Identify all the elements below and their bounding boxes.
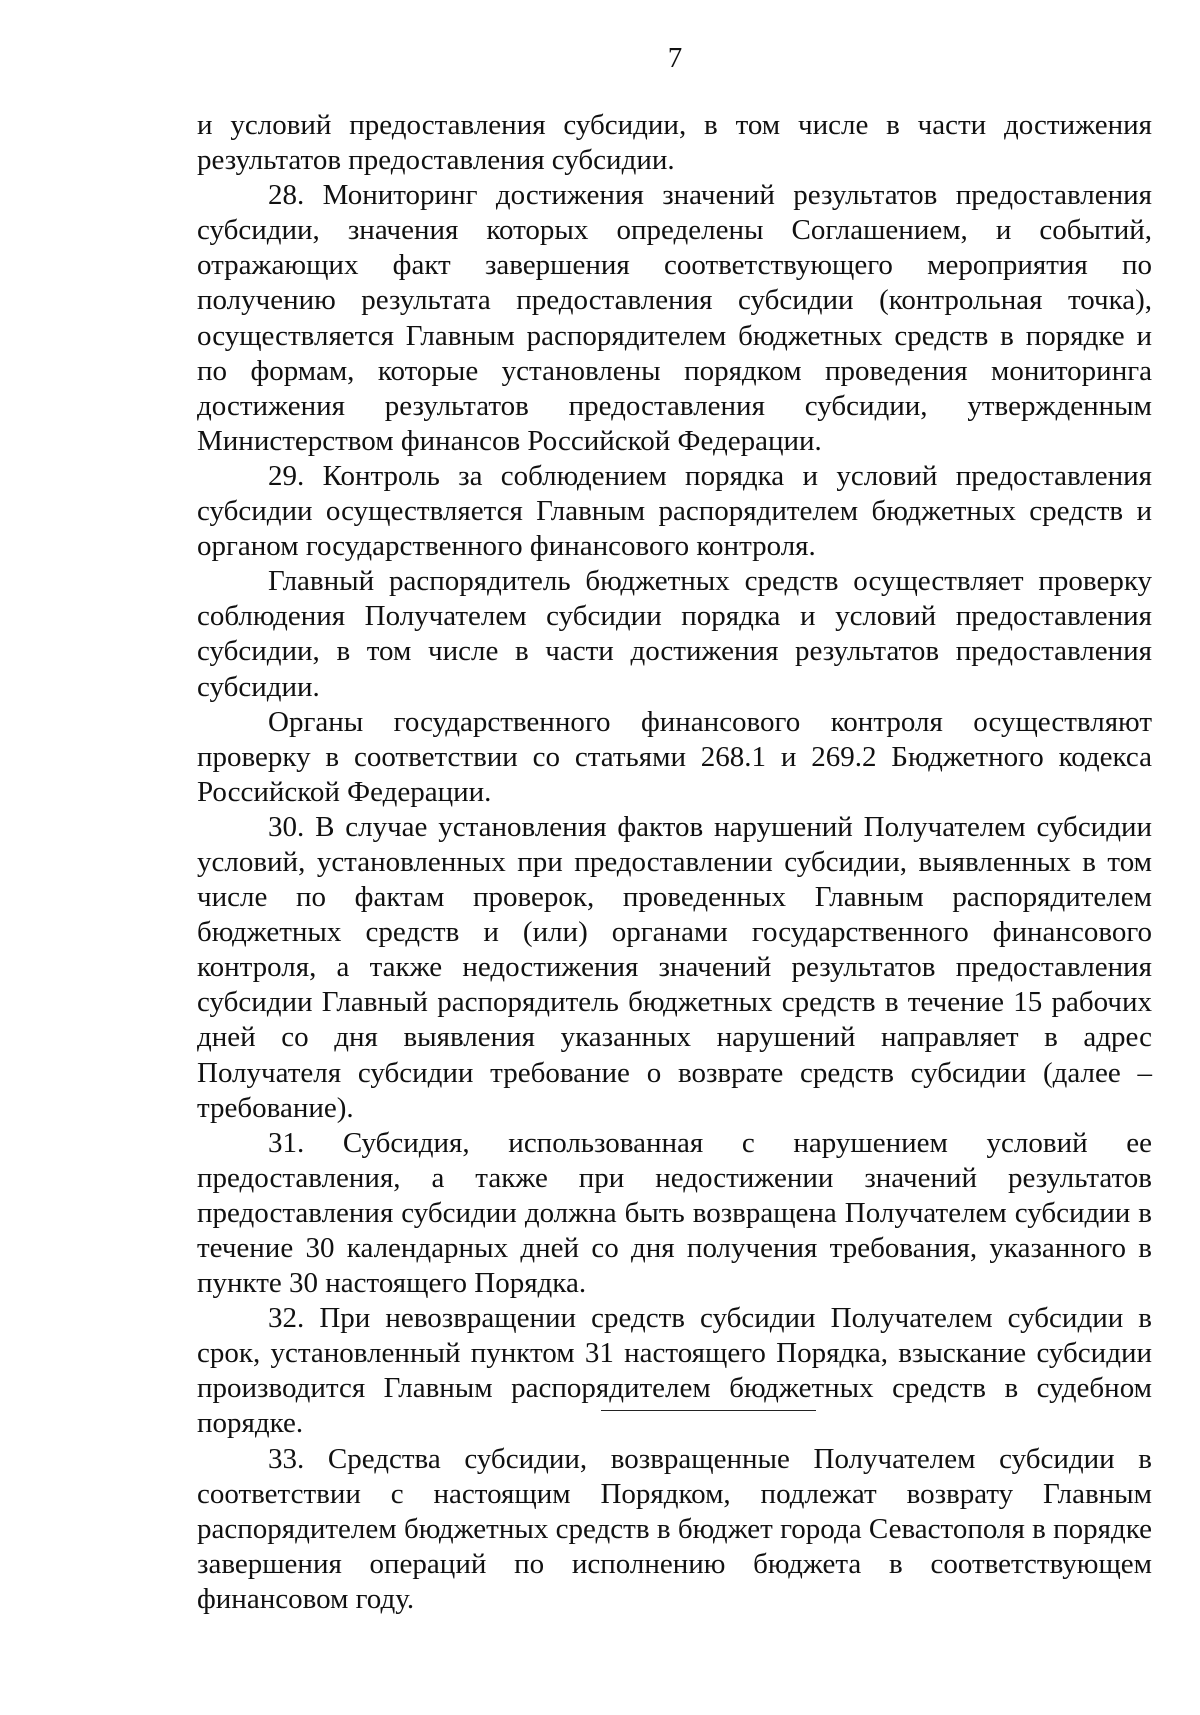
paragraph-continuation: и условий предоставления субсидии, в том числе в части достижения результатов предоставления субсидии. xyxy=(197,109,1152,177)
page-number: 7 xyxy=(667,42,683,74)
paragraph-29: 29. Контроль за соблюдением порядка и условий предоставления субсидии осуществляется Главным распорядителем бюджетных средств и органом государственного финансового контроля. xyxy=(197,459,1152,563)
document-body xyxy=(197,108,1152,1617)
paragraph-30: 30. В случае установления фактов нарушений Получателем субсидии условий, установленных при предоставлении субсидии, выявленных в том числе по фактам проверок, проведенных Главным распорядителем бюджетных средств и (или) органами государственного финансового контроля, а также недостижения значений результатов предоставления субсидии Главный распорядитель бюджетных средств в течение 15 рабочих дней со дня выявления указанных нарушений направляет в адрес Получателя субсидии требование о возврате средств субсидии (далее – требование). xyxy=(197,810,1152,1124)
paragraph-28: 28. Мониторинг достижения значений результатов предоставления субсидии, значения которых определены Соглашением, и событий, отражающих факт завершения соответствующего мероприятия по получению результата предоставления субсидии (контрольная точка), осуществляется Главным распорядителем бюджетных средств в порядке и по формам, которые установлены порядком проведения мониторинга достижения результатов предоставления субсидии, утвержденным Министерством финансов Российской Федерации. xyxy=(197,179,1152,457)
paragraph-32: 32. При невозвращении средств субсидии Получателем субсидии в срок, установленный пунктом 31 настоящего Порядка, взыскание субсидии производится Главным распорядителем бюджетных средств в судебном порядке. xyxy=(197,1302,1152,1440)
paragraph-33: 33. Средства субсидии, возвращенные Получателем субсидии в соответствии с настоящим Порядком, подлежат возврату Главным распорядителем бюджетных средств в бюджет города Севастополя в порядке завершения операций по исполнению бюджета в соответствующем финансовом году. xyxy=(197,1442,1152,1615)
paragraph-31: 31. Субсидия, использованная с нарушением условий ее предоставления, а также при недостижении значений результатов предоставления субсидии должна быть возвращена Получателем субсидии в течение 30 календарных дней со дня получения требования, указанного в пункте 30 настоящего Порядка. xyxy=(197,1126,1152,1300)
paragraph-29-financial-control: Органы государственного финансового контроля осуществляют проверку в соответствии со статьями 268.1 и 269.2 Бюджетного кодекса Российской Федерации. xyxy=(197,705,1152,808)
end-of-document-rule xyxy=(601,1410,816,1411)
paragraph-29-main-distributor: Главный распорядитель бюджетных средств осуществляет проверку соблюдения Получателем субсидии порядка и условий предоставления субсидии, в том числе в части достижения результатов предоставления субсидии. xyxy=(197,565,1152,703)
